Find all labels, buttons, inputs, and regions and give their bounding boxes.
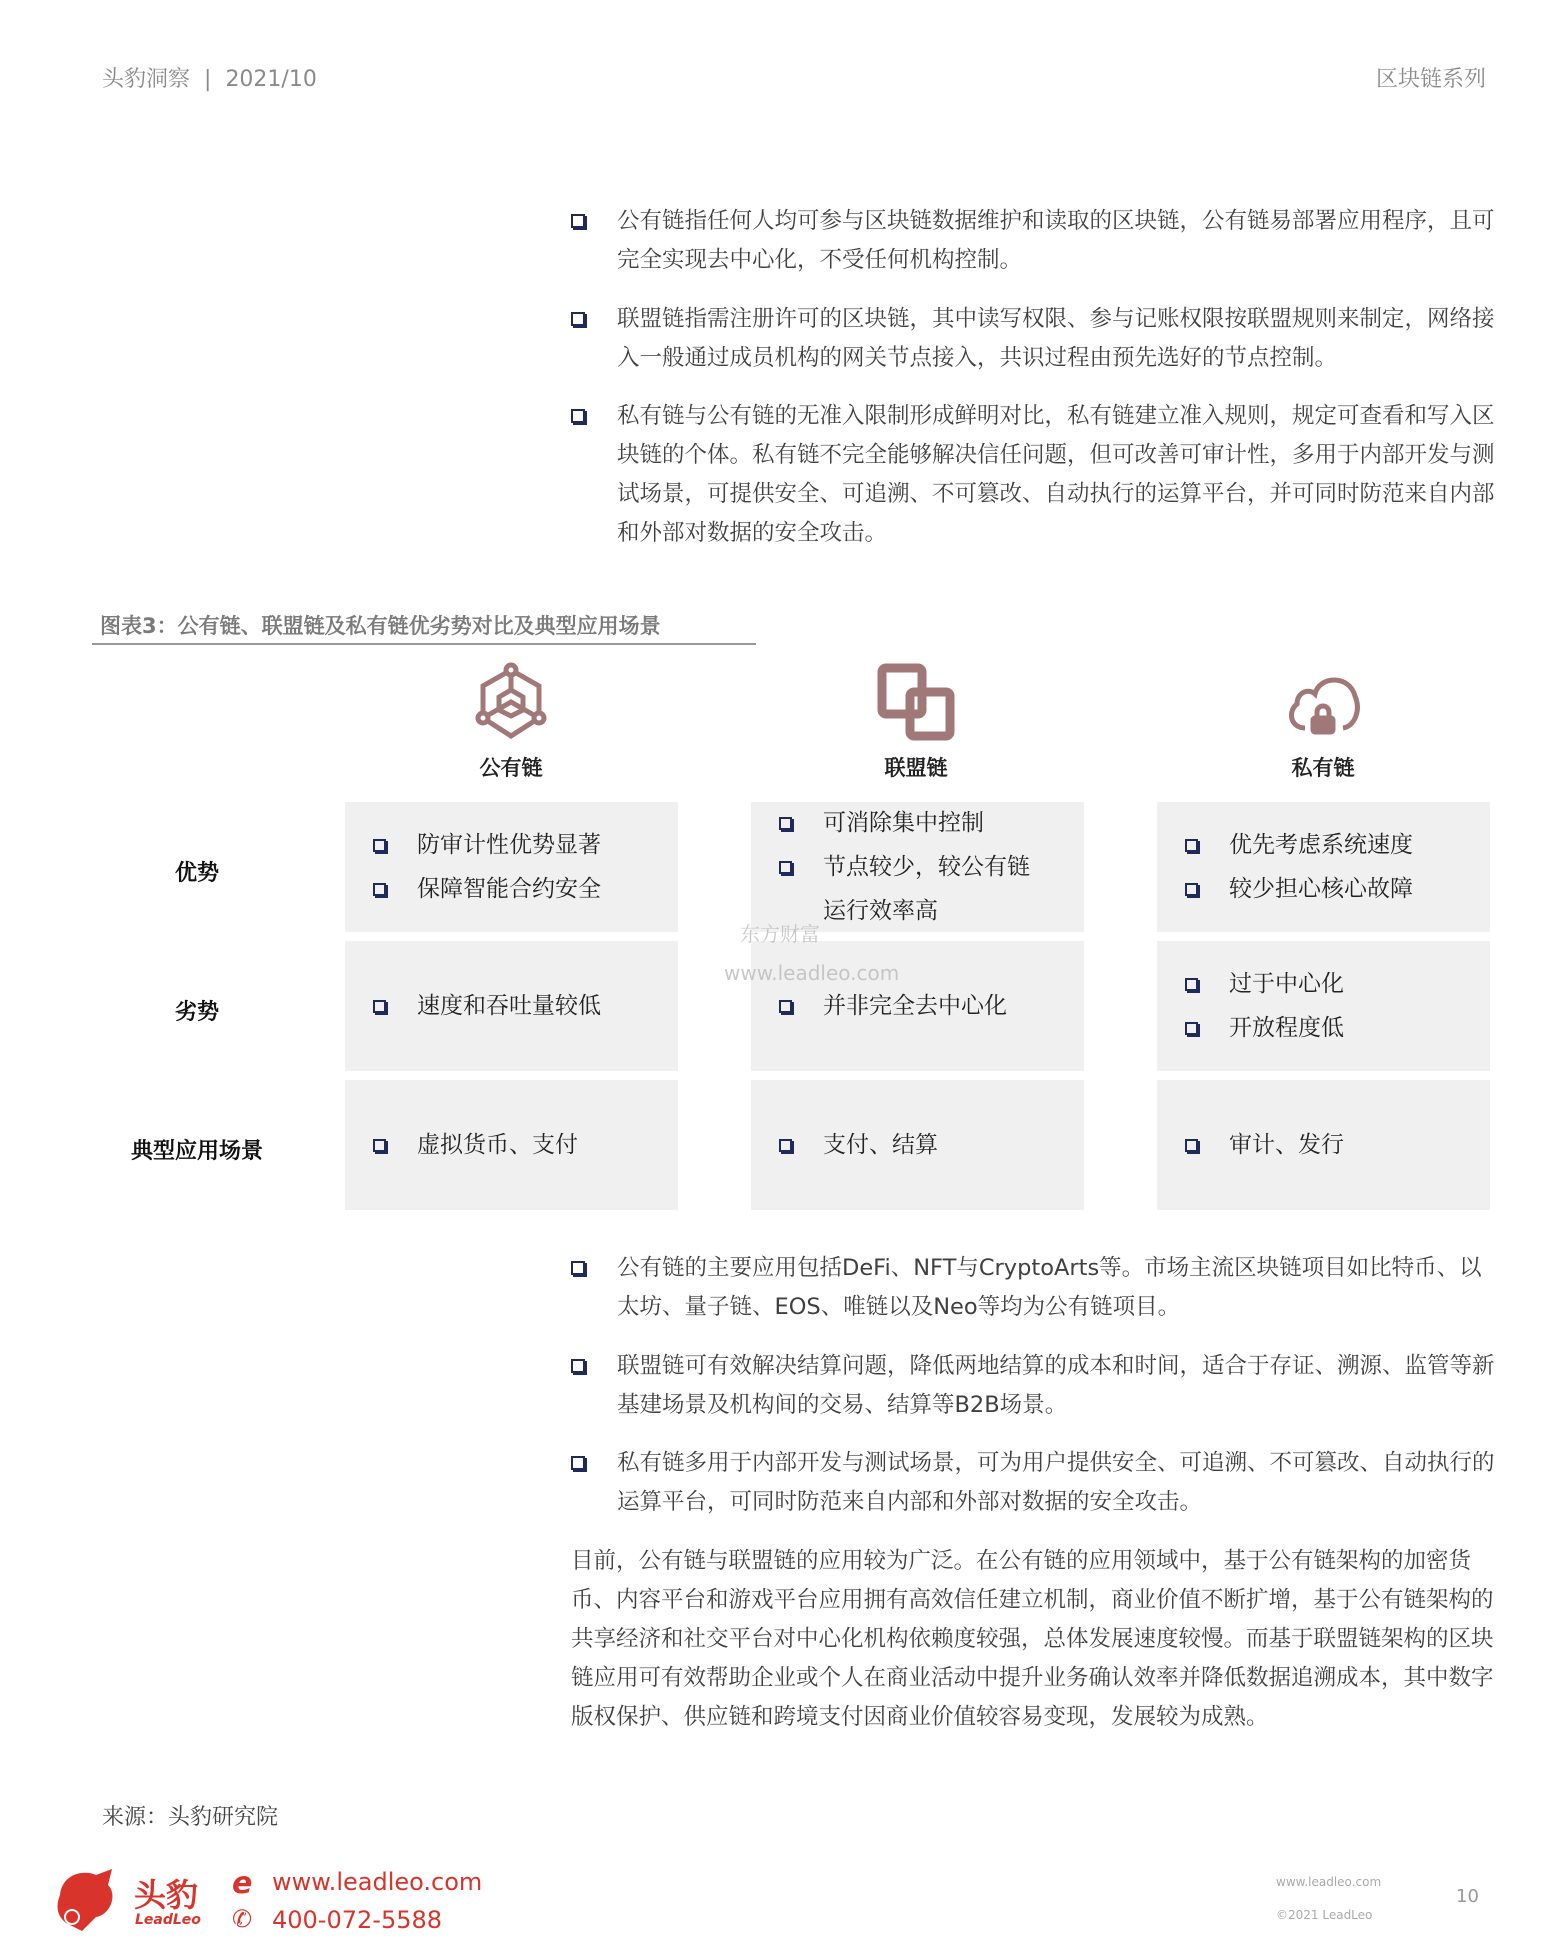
cell-text: 速度和吞吐量较低	[417, 993, 601, 1019]
checkbox-bullet-icon	[779, 1139, 792, 1152]
checkbox-bullet-icon	[1185, 1022, 1198, 1035]
table-cell	[751, 802, 1084, 932]
cell-text: 防审计性优势显著	[417, 832, 601, 858]
source-note: 来源：头豹研究院	[102, 1805, 279, 1830]
bullet-text: 联盟链可有效解决结算问题，降低两地结算的成本和时间，适合于存证、溯源、监管等新基建场景及机构间的交易、结算等B2B场景。	[617, 1353, 1495, 1418]
row-label-disadvantages: 劣势	[174, 1000, 219, 1025]
checkbox-bullet-icon	[571, 1261, 585, 1275]
table-cell	[1157, 802, 1490, 932]
linked-squares-icon	[876, 662, 956, 742]
cell-text: 审计、发行	[1229, 1132, 1344, 1158]
cell-item	[373, 1123, 678, 1167]
table-cell	[751, 1080, 1084, 1210]
summary-paragraph: 目前，公有链与联盟链的应用较为广泛。在公有链的应用领域中，基于公有链架构的加密货币、内容平台和游戏平台应用拥有高效信任建立机制，商业价值不断扩增，基于公有链架构的共享经济和社交平台对中心化机构依赖度较强，总体发展速度较慢。而基于联盟链架构的区块链应用可有效帮助企业或个人在商业活动中提升业务确认效率并降低数据追溯成本，其中数字版权保护、供应链和跨境支付因商业价值较容易变现，发展较为成熟。	[571, 1548, 1494, 1730]
checkbox-bullet-icon	[373, 1139, 386, 1152]
phone-icon: ✆	[232, 1905, 253, 1933]
row-label-use-cases: 典型应用场景	[130, 1139, 263, 1164]
watermark-url: www.leadleo.com	[724, 961, 900, 985]
logo-text-en: LeadLeo	[135, 1912, 201, 1928]
cell-item	[373, 823, 678, 867]
cell-item	[1185, 1006, 1490, 1050]
checkbox-bullet-icon	[571, 1359, 585, 1373]
cloud-lock-icon	[1283, 662, 1363, 742]
header-brand: 头豹洞察	[102, 67, 191, 92]
cell-text: 可消除集中控制	[823, 810, 984, 836]
checkbox-bullet-icon	[1185, 839, 1198, 852]
leopard-logo-icon	[52, 1865, 122, 1935]
footer-phone: 400-072-5588	[272, 1906, 443, 1934]
bullet-text: 私有链多用于内部开发与测试场景，可为用户提供安全、可追溯、不可篡改、自动执行的运算平台，可同时防范来自内部和外部对数据的安全攻击。	[617, 1450, 1495, 1515]
bullet-text: 公有链指任何人均可参与区块链数据维护和读取的区块链，公有链易部署应用程序，且可完全实现去中心化，不受任何机构控制。	[617, 208, 1495, 273]
cell-text: 较少担心核心故障	[1229, 876, 1413, 902]
column-header-consortium: 联盟链	[884, 756, 948, 780]
header-date: 2021/10	[225, 67, 317, 92]
checkbox-bullet-icon	[571, 312, 585, 326]
cell-item	[1185, 823, 1490, 867]
cell-text: 优先考虑系统速度	[1229, 832, 1413, 858]
header-series: 区块链系列	[1375, 67, 1486, 92]
row-label-advantages: 优势	[174, 861, 219, 886]
cell-text: 虚拟货币、支付	[417, 1132, 578, 1158]
cell-item	[1185, 962, 1490, 1006]
bullet-text: 私有链与公有链的无准入限制形成鲜明对比，私有链建立准入规则，规定可查看和写入区块链的个体。私有链不完全能够解决信任问题，但可改善可审计性，多用于内部开发与测试场景，可提供安全、可追溯、不可篡改、自动执行的运算平台，并可同时防范来自内部和外部对数据的安全攻击。	[617, 403, 1495, 546]
bullet-text: 联盟链指需注册许可的区块链，其中读写权限、参与记账权限按联盟规则来制定，网络接入一般通过成员机构的网关节点接入，共识过程由预先选好的节点控制。	[617, 306, 1495, 371]
cell-text: 过于中心化	[1229, 971, 1344, 997]
bottom-bullet	[571, 1444, 1501, 1522]
bottom-bullet	[571, 1347, 1501, 1425]
figure-title: 图表3：公有链、联盟链及私有链优劣势对比及典型应用场景	[100, 614, 661, 638]
figure-title-underline	[92, 643, 756, 645]
cell-text: 开放程度低	[1229, 1015, 1344, 1041]
table-cell	[345, 1080, 678, 1210]
checkbox-bullet-icon	[779, 1000, 792, 1013]
table-cell	[345, 941, 678, 1071]
footer-site-small: www.leadleo.com	[1276, 1875, 1382, 1889]
checkbox-bullet-icon	[1185, 1139, 1198, 1152]
checkbox-bullet-icon	[571, 1456, 585, 1470]
cell-text: 节点较少，较公有链运行效率高	[823, 854, 1030, 924]
bullet-text: 公有链的主要应用包括DeFi、NFT与CryptoArts等。市场主流区块链项目如比特币、以太坊、量子链、EOS、唯链以及Neo等均为公有链项目。	[617, 1255, 1482, 1320]
top-bullet	[571, 397, 1501, 553]
page-number: 10	[1456, 1886, 1479, 1907]
cell-item	[1185, 1123, 1490, 1167]
logo-text-cn: 头豹	[134, 1876, 199, 1914]
table-cell	[1157, 1080, 1490, 1210]
table-cell	[345, 802, 678, 932]
checkbox-bullet-icon	[779, 861, 792, 874]
cell-text: 保障智能合约安全	[417, 876, 601, 902]
cell-text: 并非完全去中心化	[823, 993, 1007, 1019]
hexagon-network-icon	[471, 662, 551, 742]
header-separator: |	[204, 67, 212, 92]
table-cell	[1157, 941, 1490, 1071]
top-bullet	[571, 202, 1501, 280]
column-header-private: 私有链	[1291, 756, 1355, 780]
footer-website[interactable]: www.leadleo.com	[272, 1868, 483, 1896]
checkbox-bullet-icon	[571, 409, 585, 423]
cell-item	[373, 867, 678, 911]
cell-text: 支付、结算	[823, 1132, 938, 1158]
cell-item	[779, 801, 1084, 845]
checkbox-bullet-icon	[1185, 883, 1198, 896]
cell-item	[779, 984, 1084, 1028]
top-bullet	[571, 300, 1501, 378]
cell-item	[779, 1123, 1084, 1167]
checkbox-bullet-icon	[1185, 978, 1198, 991]
checkbox-bullet-icon	[571, 214, 585, 228]
checkbox-bullet-icon	[373, 839, 386, 852]
web-icon: e	[232, 1866, 253, 1901]
checkbox-bullet-icon	[373, 1000, 386, 1013]
cell-item	[1185, 867, 1490, 911]
checkbox-bullet-icon	[779, 817, 792, 830]
bottom-bullet	[571, 1249, 1501, 1327]
footer-copyright: ©2021 LeadLeo	[1276, 1908, 1373, 1922]
watermark-name: 东方财富	[740, 922, 820, 946]
cell-item	[373, 984, 678, 1028]
header-left	[102, 62, 317, 93]
column-header-public: 公有链	[479, 756, 543, 780]
checkbox-bullet-icon	[373, 883, 386, 896]
